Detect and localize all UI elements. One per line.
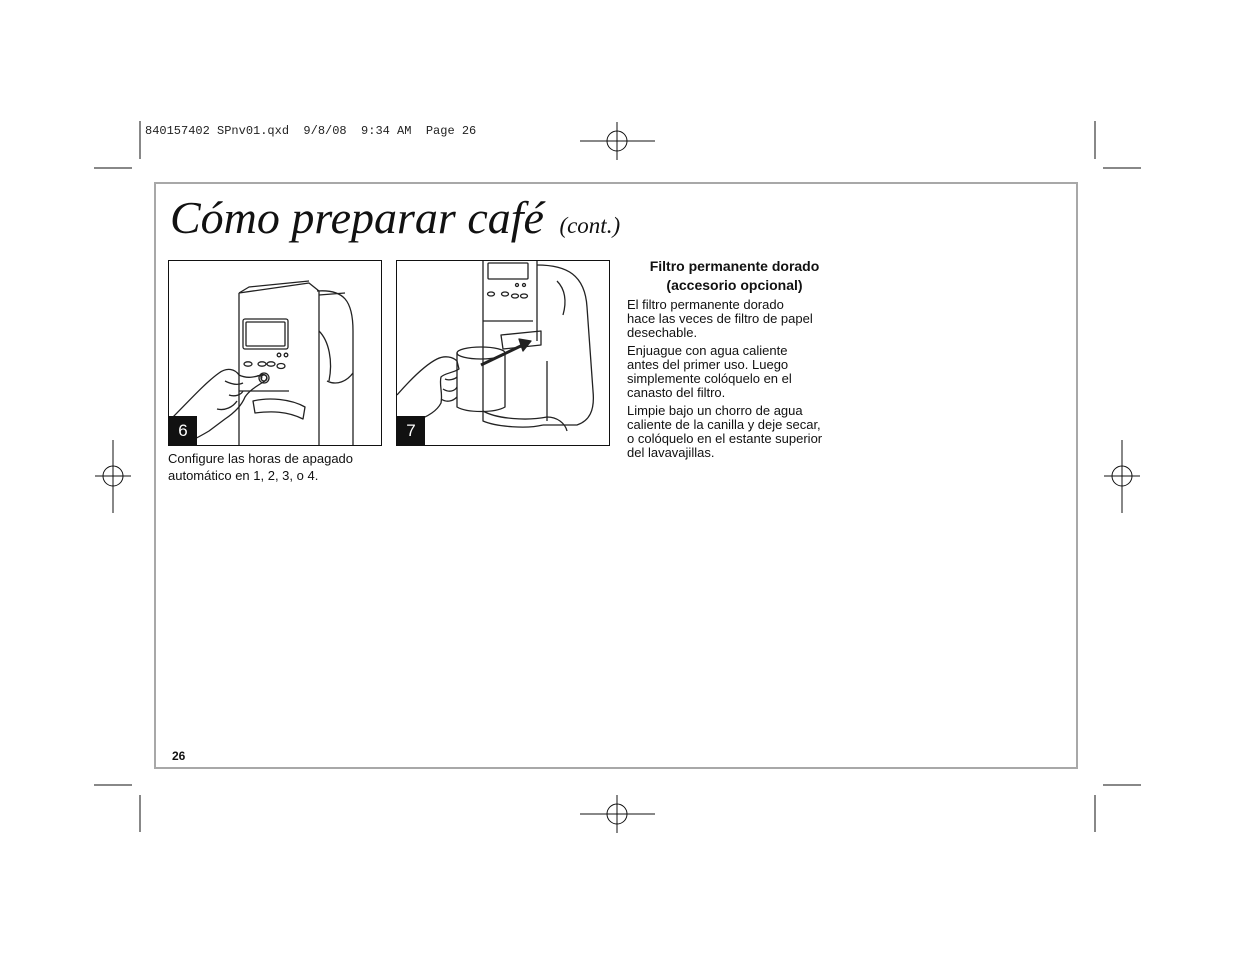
text-line: desechable. xyxy=(627,325,698,340)
filter-section xyxy=(627,257,842,464)
figure-step-7 xyxy=(396,260,610,446)
text-line: Limpie bajo un chorro de agua xyxy=(627,403,803,418)
figure-step-6 xyxy=(168,260,382,446)
finger-pressing-button-illustration xyxy=(169,261,382,446)
step-number-6: 6 xyxy=(169,416,197,445)
registration-mark-left xyxy=(95,440,131,513)
page-title xyxy=(170,188,620,256)
registration-mark-right xyxy=(1104,440,1140,513)
registration-mark-top xyxy=(580,122,655,160)
text-line: hace las veces de filtro de papel xyxy=(627,311,813,326)
filter-paragraph-1 xyxy=(627,298,842,340)
registration-mark-bottom xyxy=(580,795,655,833)
title-suffix: (cont.) xyxy=(559,213,621,238)
text-line: canasto del filtro. xyxy=(627,385,726,400)
print-slug: 840157402 SPnv01.qxd 9/8/08 9:34 AM Page 26 xyxy=(145,124,477,138)
step-number-7: 7 xyxy=(397,416,425,445)
step-6-caption xyxy=(168,450,388,484)
page-number: 26 xyxy=(172,749,186,763)
caption-line: automático en 1, 2, 3, o 4. xyxy=(168,468,319,483)
text-line: Enjuague con agua caliente xyxy=(627,343,788,358)
title-main: Cómo preparar café xyxy=(170,192,544,243)
heading-line: Filtro permanente dorado xyxy=(649,258,820,274)
text-line: antes del primer uso. Luego xyxy=(627,357,789,372)
filter-paragraph-2 xyxy=(627,344,842,400)
text-line: o colóquelo en el estante superior xyxy=(627,431,823,446)
text-line: del lavavajillas. xyxy=(627,445,715,460)
hand-cup-under-dispenser-illustration xyxy=(397,261,610,446)
heading-line: (accesorio opcional) xyxy=(666,276,803,293)
filter-heading xyxy=(627,257,842,294)
text-line: El filtro permanente dorado xyxy=(627,297,784,312)
filter-paragraph-3 xyxy=(627,404,842,460)
text-line: caliente de la canilla y deje secar, xyxy=(627,417,821,432)
caption-line: Configure las horas de apagado xyxy=(168,451,354,466)
text-line: simplemente colóquelo en el xyxy=(627,371,792,386)
